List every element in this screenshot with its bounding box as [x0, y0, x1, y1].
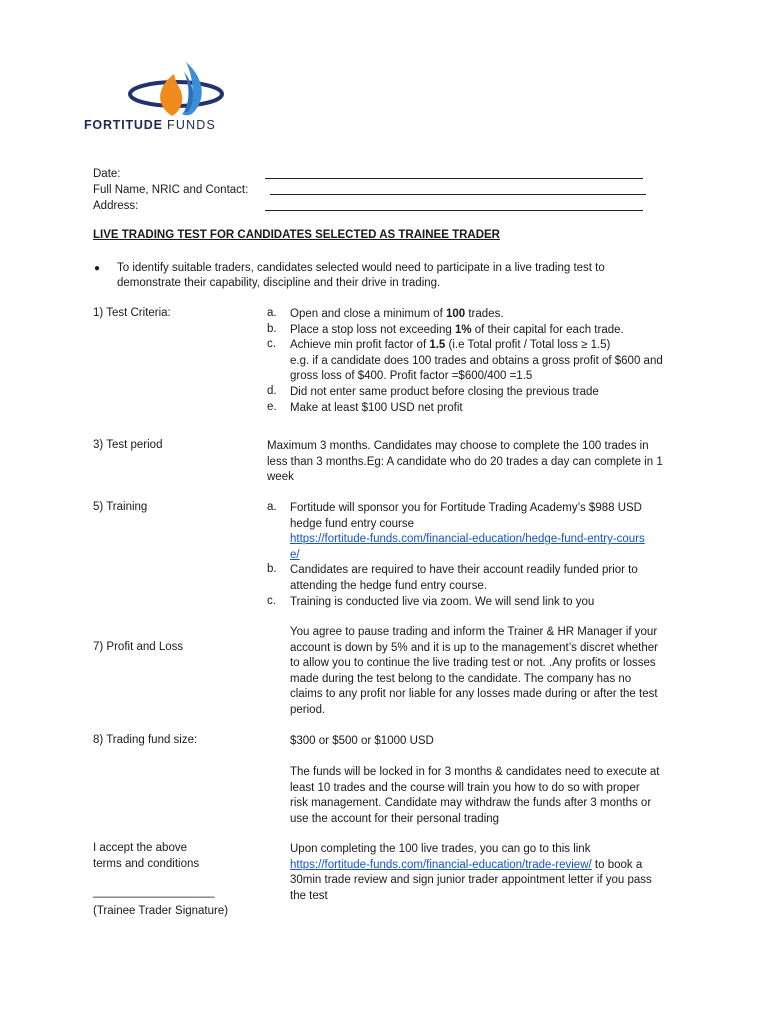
test-period-line-2: less than 3 months.Eg: A candidate who do 20 trades a day can complete in 1: [267, 455, 663, 468]
accept-line-2: terms and conditions: [93, 857, 200, 870]
training-item-b-line-2: attending the hedge fund entry course.: [290, 580, 487, 592]
review-line-2: https://fortitude-funds.com/financial-education/trade-review/ to book a: [290, 858, 643, 871]
fund-size-line-1: The funds will be locked in for 3 months & candidates need to execute at: [290, 766, 660, 778]
date-label: Date:: [93, 168, 121, 180]
training-item-c: Training is conducted live via zoom. We will send link to you: [290, 595, 595, 608]
criteria-example-line-2: gross loss of $400. Profit factor =$600/400 =1.5: [290, 370, 533, 383]
fund-size-line-2: least 10 trades and the course will train you how to do so with proper: [290, 781, 640, 794]
criteria-item-b: Place a stop loss not exceeding 1% of their capital for each trade.: [290, 323, 624, 336]
test-period-line-3: week: [267, 471, 294, 484]
criteria-marker-e: e.: [267, 400, 277, 413]
brand-name-bold: FORTITUDE: [84, 118, 163, 132]
profit-loss-line-6: period.: [290, 704, 326, 716]
training-marker-a: a.: [267, 501, 277, 513]
hedge-fund-course-link[interactable]: https://fortitude-funds.com/financial-education/hedge-fund-entry-cours: [290, 533, 645, 546]
signature-blank[interactable]: ___________________: [93, 886, 215, 898]
criteria-marker-d: d.: [267, 385, 277, 397]
criteria-marker-b: b.: [267, 322, 277, 335]
name-contact-label: Full Name, NRIC and Contact:: [93, 184, 249, 196]
accept-line-1: I accept the above: [93, 842, 187, 854]
criteria-marker-c: c.: [267, 338, 276, 351]
criteria-item-a: Open and close a minimum of 100 trades.: [290, 308, 504, 320]
profit-loss-line-4: made during the test belong to the candidate. The company has no: [290, 672, 632, 685]
training-marker-c: c.: [267, 594, 276, 607]
date-blank[interactable]: [265, 166, 643, 179]
review-line-3: 30min trade review and sign junior trader appointment letter if you pass: [290, 874, 652, 887]
test-period-label: 3) Test period: [93, 439, 163, 451]
training-item-a-line-2: hedge fund entry course: [290, 517, 415, 530]
fund-size-line-3: risk management. Candidate may withdraw the funds after 3 months or: [290, 797, 652, 810]
training-item-a-line-1: Fortitude will sponsor you for Fortitude Trading Academy’s $988 USD: [290, 502, 642, 514]
intro-line-2: demonstrate their capability, discipline and their drive in trading.: [117, 277, 441, 289]
criteria-marker-a: a.: [267, 307, 277, 319]
bullet-icon: ●: [94, 263, 101, 274]
training-marker-b: b.: [267, 563, 277, 576]
review-line-4: the test: [290, 889, 328, 902]
test-criteria-label: 1) Test Criteria:: [93, 307, 171, 319]
company-logo: [84, 56, 274, 136]
profit-loss-line-1: You agree to pause trading and inform the Trainer & HR Manager if your: [290, 626, 658, 638]
brand-wordmark: [84, 118, 274, 132]
profit-loss-line-2: account is down by 5% and it is up to the management’s discret whether: [290, 641, 658, 654]
signature-label: (Trainee Trader Signature): [93, 905, 229, 917]
intro-line-1: To identify suitable traders, candidates selected would need to participate in a live trading test to: [117, 262, 605, 274]
criteria-item-c: Achieve min profit factor of 1.5 (i.e Total profit / Total loss ≥ 1.5): [290, 339, 611, 352]
document-title: LIVE TRADING TEST FOR CANDIDATES SELECTED AS TRAINEE TRADER: [93, 229, 500, 241]
training-label: 5) Training: [93, 501, 148, 513]
training-item-b-line-1: Candidates are required to have their account readily funded prior to: [290, 564, 638, 577]
brand-name-light: FUNDS: [167, 118, 217, 132]
hedge-fund-course-link-cont[interactable]: e/: [290, 548, 300, 561]
flame-swoosh-logo-icon: [124, 56, 234, 120]
trade-review-link[interactable]: https://fortitude-funds.com/financial-education/trade-review/: [290, 858, 592, 871]
profit-loss-label: 7) Profit and Loss: [93, 641, 184, 653]
fund-size-line-4: use the account for their personal trading: [290, 812, 500, 825]
address-blank[interactable]: [265, 198, 643, 211]
criteria-item-d: Did not enter same product before closing the previous trade: [290, 386, 599, 398]
test-period-line-1: Maximum 3 months. Candidates may choose to complete the 100 trades in: [267, 440, 649, 452]
profit-loss-line-5: claims to any profit nor liable for any losses made during or after the test: [290, 688, 658, 701]
fund-size-value: $300 or $500 or $1000 USD: [290, 735, 434, 747]
name-contact-blank[interactable]: [270, 182, 646, 195]
profit-loss-line-3: to allow you to continue the live trading test or not. .Any profits or losses: [290, 657, 656, 670]
review-line-1: Upon completing the 100 live trades, you can go to this link: [290, 843, 591, 855]
criteria-item-e: Make at least $100 USD net profit: [290, 401, 463, 414]
address-label: Address:: [93, 200, 139, 212]
criteria-example-line-1: e.g. if a candidate does 100 trades and obtains a gross profit of $600 and: [290, 354, 663, 367]
fund-size-label: 8) Trading fund size:: [93, 734, 198, 746]
